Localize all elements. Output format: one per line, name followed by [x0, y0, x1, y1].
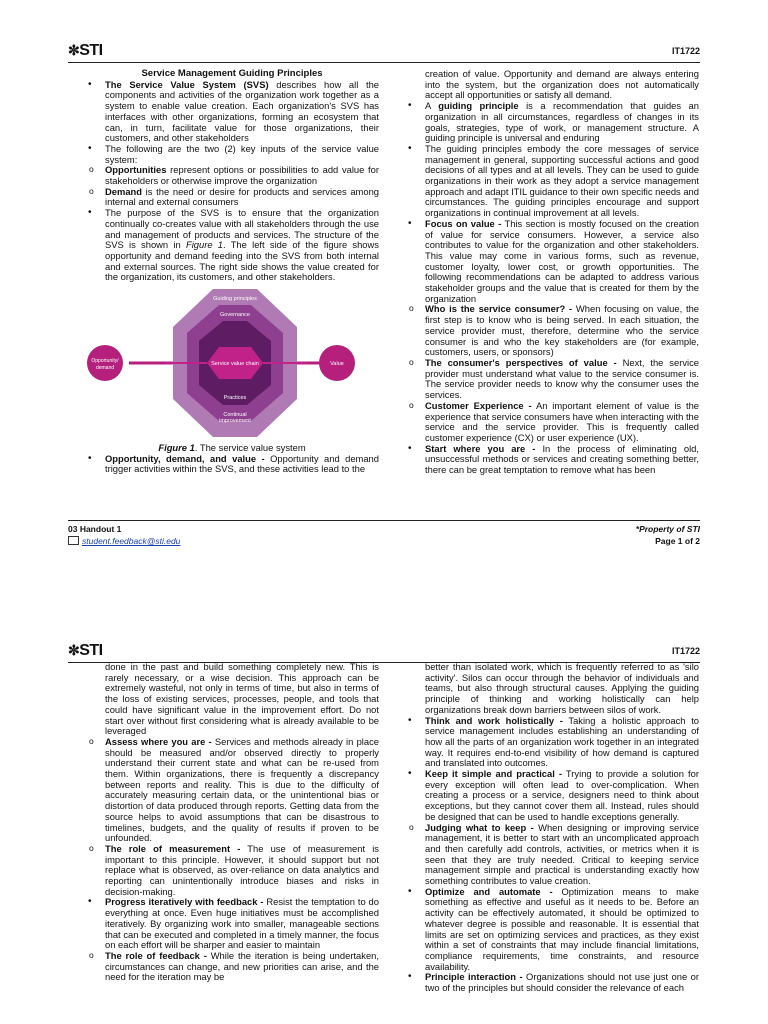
continual-label: Continual	[223, 412, 247, 419]
value-label: Value	[330, 361, 344, 368]
service-value-system-diagram	[85, 289, 379, 439]
sub-list-item: o The role of measurement - The use of measurement is important to this principle. However, it should support but not replace what is observed, as over-reliance on data analytics and reporting can unintentionally introduce biases and risks in decision-making.	[85, 844, 379, 898]
right-column	[405, 662, 699, 994]
list-item: • The following are the two (2) key inputs of the service value system:	[85, 144, 379, 165]
course-code: IT1722	[671, 646, 700, 656]
list-item: • Focus on value - This section is mostly focused on the creation of value for service consumers. However, a service also contributes to value for the organization and other stakeholders. This value may come in various forms, such as revenue, customer loyalty, lower cost, or growth opportunities. The following recommendations can be adapted to address various stakeholder groups and the value that is created for them by the organization	[405, 219, 699, 305]
document-title: Service Management Guiding Principles	[141, 68, 323, 79]
sub-list-item: o Who is the service consumer? - When focusing on value, the first step is to know who is being served. In each situation, the service provider must, therefore, determine who the service consumer is and who the key stakeholders are (for example, customers, users, or sponsors)	[405, 304, 699, 358]
course-code: IT1722	[671, 46, 700, 56]
figure-caption: Figure 1. The service value system	[158, 442, 306, 454]
sub-list-item: o The role of feedback - While the iteration is being undertaken, circumstances can change, and new priorities can arise, and the need for the iteration may be	[85, 951, 379, 983]
list-item: • Keep it simple and practical - Trying to provide a solution for every exception will often lead to over-complication. When creating a process or a service, designers need to think about exceptions, but they cannot cover them all. Instead, rules should be designed that can be used to handle exceptions generally.	[405, 769, 699, 823]
list-item: • Start where you are - In the process of eliminating old, unsuccessful methods or services and creating something better, there can be great temptation to remove what has been	[405, 444, 699, 476]
left-column	[85, 69, 379, 475]
opportunity-label: Opportunity/	[91, 358, 119, 365]
sub-list-item: o Assess where you are - Services and methods already in place should be measured and/or observed directly to properly understand their current state and what can be re-used from them. Within organizations, there is frequently a discrepancy between reports and reality. This is due to the difficulty of accurately measuring certain data, or the unintentional bias or distortion of data produced through reports. Getting data from the source helps to avoid assumptions that can be disastrous to timelines, budgets, and the quality of results if proven to be unfounded.	[85, 737, 379, 844]
sub-list-item: o The consumer's perspectives of value - Next, the service provider must understand what value to the service consumer is. The service provider needs to know why the consumer uses the services.	[405, 358, 699, 401]
list-item: • The purpose of the SVS is to ensure that the organization continually co-creates value with all stakeholders through the use and management of products and services. The structure of the SVS is shown in Figure 1. The left side of the figure shows opportunity and demand feeding into the SVS from both internal and external sources. The right side shows the value created for the organization, its customers, and other stakeholders.	[85, 208, 379, 283]
property-label: *Property of STI	[635, 524, 700, 534]
list-item: • The guiding principles embody the core messages of service management in general, supporting successful actions and good decisions of all types and at all levels. They can be used to guide organizations in their work as they adopt a service management approach and adapt ITIL guidance to their own specific needs and circumstances. The guiding principles encourage and support organizations in continual improvement at all levels.	[405, 144, 699, 219]
sub-list-item: o Judging what to keep - When designing or improving service management, it is better to start with an uncomplicated approach and then carefully add controls, activities, or metrics when it is seen that they are truly needed. Critical to keeping service management simple and practical is understanding exactly how something contributes to value creation.	[405, 823, 699, 887]
page-header	[68, 40, 700, 63]
governance-label: Governance	[220, 312, 250, 319]
page-gap	[0, 572, 768, 620]
list-item: • Think and work holistically - Taking a holistic approach to service management includes establishing an understanding of how all the parts of an organization work together in an integrated way. It requires end-to-end visibility of how demand is captured and translated into outcomes.	[405, 716, 699, 770]
list-item: • Opportunity, demand, and value - Opportunity and demand trigger activities within the SVS, and these activities lead to the	[85, 454, 379, 475]
continued-text: done in the past and build something completely new. This is rarely necessary, or a wise decision. This approach can be extremely wasteful, not only in terms of time, but also in terms of the loss of existing services, processes, people, and tools that could have significant value in the improvement effort. Do not start over without first considering what is already available to be leveraged	[105, 661, 379, 737]
sub-list-item: o Demand is the need or desire for products and services among internal and external consumers	[85, 187, 379, 208]
sti-logo: ✼STI	[68, 642, 103, 659]
practices-label: Practices	[223, 395, 247, 402]
continued-text: creation of value. Opportunity and demand are always entering into the system, but the organization does not automatically accept all opportunities or satisfy all demand.	[425, 68, 699, 101]
page-footer	[68, 520, 700, 551]
page-header	[68, 640, 700, 663]
list-item: • Progress iteratively with feedback - Resist the temptation to do everything at once. Even huge initiatives must be accomplished iteratively. By organizing work into smaller, manageable sections that can be executed and completed in a timely manner, the focus on each effort will be sharper and easier to maintain	[85, 897, 379, 951]
service-value-chain-label: Service value chain	[211, 361, 259, 368]
continued-text: better than isolated work, which is frequently referred to as 'silo activity'. Silos can occur through the behavior of individuals and teams, but also through structural causes. Applying the guiding principle of thinking and working holistically can help organizations break down barriers between silos of work.	[425, 661, 699, 715]
right-column	[405, 69, 699, 476]
list-item: • A guiding principle is a recommendation that guides an organization in all circumstances, regardless of changes in its goals, strategies, type of work, or management structure. A guiding principle is universal and enduring	[405, 101, 699, 144]
handout-label: 03 Handout 1	[68, 524, 122, 534]
guiding-principles-label: Guiding principles	[213, 296, 257, 303]
sub-list-item: o Opportunities represent options or possibilities to add value for stakeholders or otherwise improve the organization	[85, 165, 379, 186]
feedback-email-link[interactable]: student.feedback@sti.edu	[68, 536, 180, 546]
demand-label: demand	[95, 365, 115, 372]
page-number: Page 1 of 2	[655, 536, 700, 546]
svs-figure	[85, 289, 379, 439]
list-item: • Principle interaction - Organizations should not use just one or two of the principles but should consider the relevance of each	[405, 972, 699, 993]
sub-list-item: o Customer Experience - An important element of value is the experience that service consumers have when interacting with the service and the service provider. This is frequently called customer experience (CX) or user experience (UX).	[405, 401, 699, 444]
improvement-label: improvement	[219, 418, 251, 425]
list-item: • Optimize and automate - Optimization means to make something as effective and useful as it needs to be. Before an activity can be effectively automated, it should be optimized to whatever degree is possible and reasonable. It is essential that limits are set on optimizing services and practices, as they exist within a set of constraints that may include financial limitations, compliance requirements, time constraints, and resource availability.	[405, 887, 699, 973]
left-column	[85, 662, 379, 983]
list-item: • The Service Value System (SVS) describes how all the components and activities of the organization work together as a system to enable value creation. Each organization's SVS has interfaces with other organizations, forming an ecosystem that can, in turn, facilitate value for those organizations, their customers, and other stakeholders	[85, 80, 379, 144]
envelope-icon	[68, 536, 79, 545]
document-page-2	[0, 620, 768, 1024]
sti-logo: ✼STI	[68, 42, 103, 59]
